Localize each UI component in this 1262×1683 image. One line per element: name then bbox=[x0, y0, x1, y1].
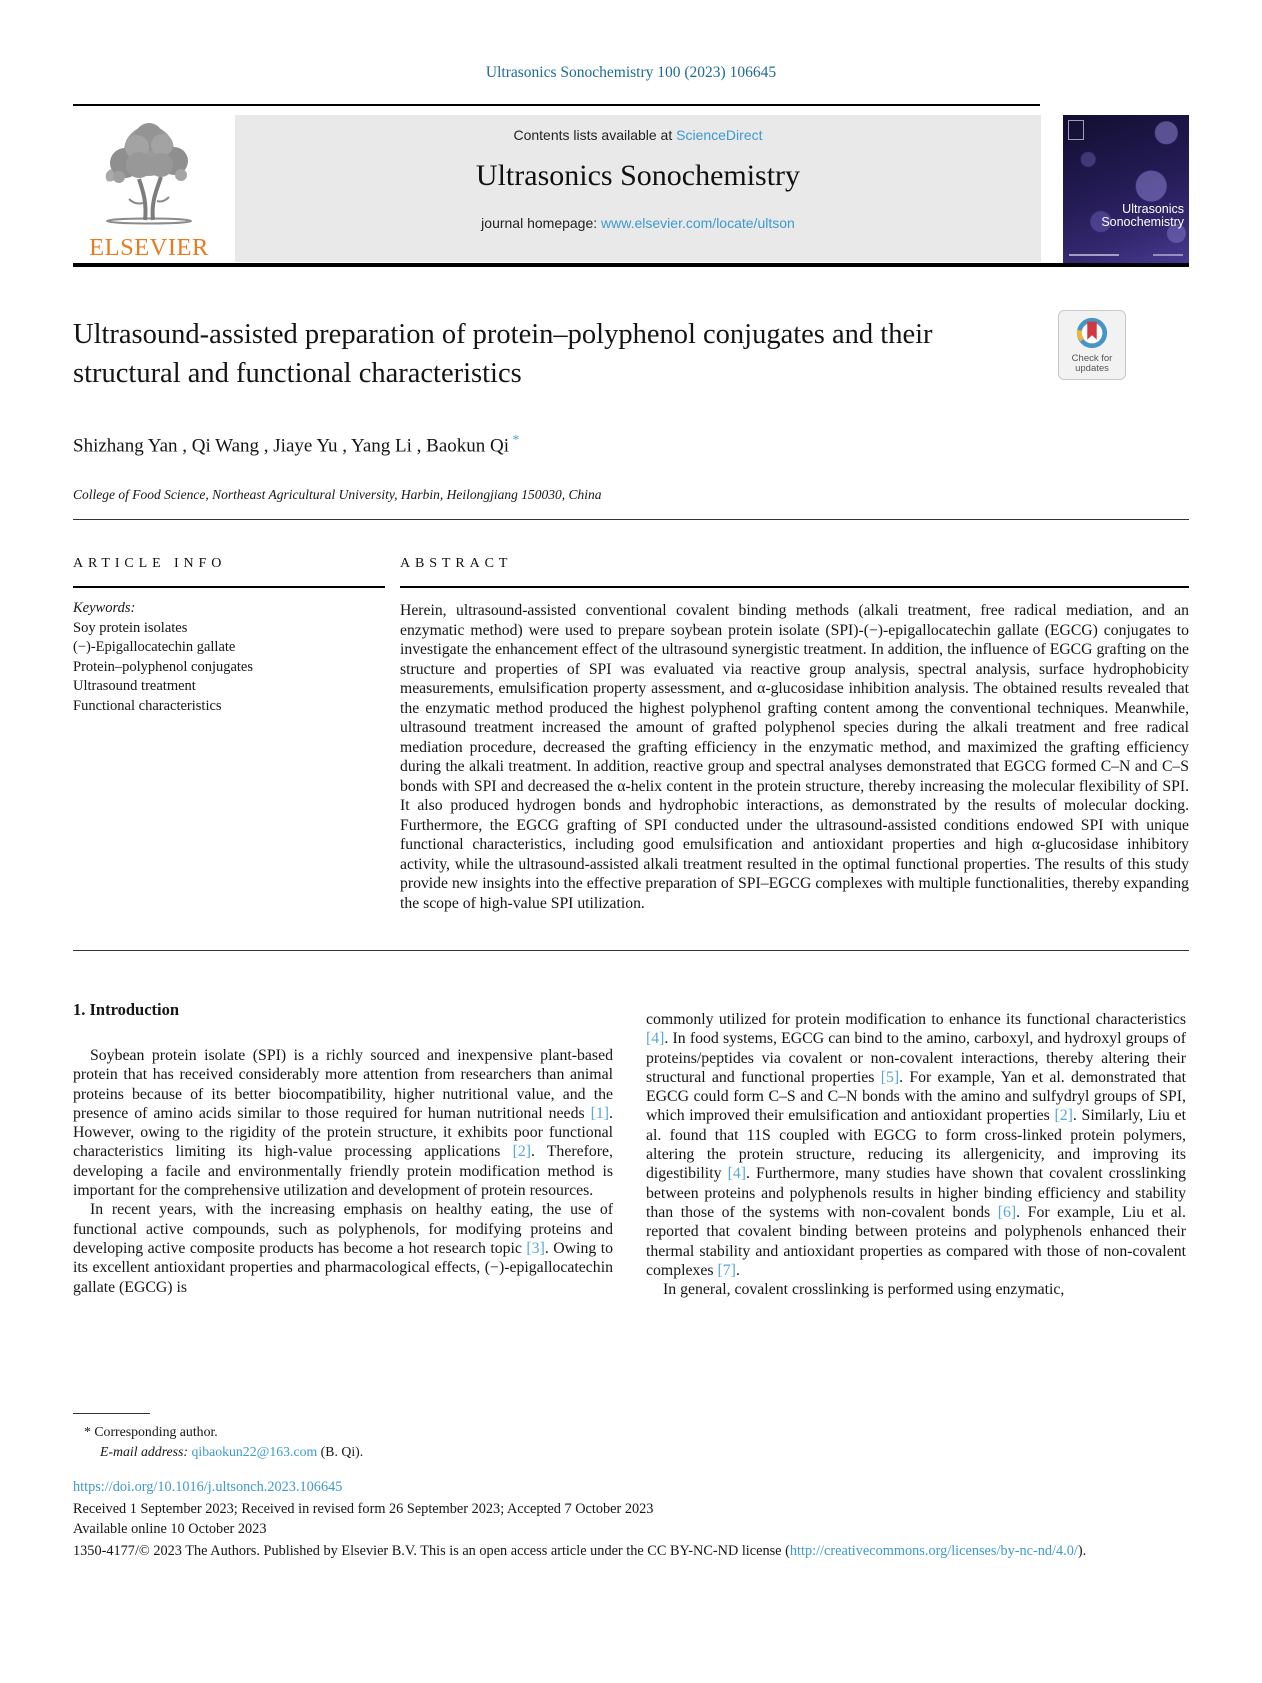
text-segment: . For example, Yan et al. demonstrated that EGCG could form C–S and C–N bonds with the amino and sulfydryl groups of SPI, which improved their emulsification and antioxidant properties bbox=[646, 1068, 1187, 1125]
journal-citation-header: Ultrasonics Sonochemistry 100 (2023) 106645 bbox=[485, 64, 777, 81]
copyright-suffix: ). bbox=[1077, 1543, 1087, 1559]
text-segment: . For example, Liu et al. reported that covalent binding between proteins and polyphenols enhanced their thermal stability and antioxidant properties as compared with those of non-covalent complexes bbox=[646, 1203, 1186, 1279]
text-segment: . bbox=[735, 1261, 740, 1279]
text-segment: commonly utilized for protein modification to enhance its functional characteristics bbox=[646, 1011, 1186, 1028]
email-suffix: (B. Qi). bbox=[317, 1444, 364, 1459]
elsevier-logo bbox=[75, 117, 223, 263]
text-segment: In general, covalent crosslinking is performed using enzymatic, bbox=[663, 1281, 1065, 1299]
keyword-item: Functional characteristics bbox=[73, 697, 222, 714]
journal-masthead bbox=[235, 115, 1041, 262]
homepage-prefix: journal homepage: bbox=[481, 215, 602, 231]
contents-line bbox=[235, 127, 1041, 143]
text-segment: Jiaye Yu bbox=[273, 435, 338, 457]
header-rule bbox=[73, 104, 1040, 106]
text-segment: , bbox=[177, 435, 192, 457]
text-segment: Soybean protein isolate (SPI) is a richly sourced and inexpensive plant-based protein that has received considerably more attention from researchers than animal proteins because of its better biocompatibility, higher nutritional value, and the presence of amino acids similar to those required for human nutritional needs bbox=[73, 1047, 613, 1122]
abstract-text: Herein, ultrasound-assisted conventional covalent binding methods (alkali treatment, free radical mediation, and an enzymatic method) were used to prepare soybean protein isolate (SPI)-(−)-epigallocatechin gallate (EGCG) conjugates to investigate the enhancement effect of the ultrasound synergistic treatment. In addition, the influence of EGCG grafting on the structure and properties of SPI was evaluated via reactive group analysis, spectral analysis, surface hydrophobicity measurements, emulsification property assessment, and α-glucosidase inhibition analysis. The obtained results revealed that the enzymatic method produced the highest polyphenol grafting content among the conventional techniques. Meanwhile, ultrasound treatment increased the amount of grafted polyphenol species during the alkali treatment and free radical mediation procedure, decreased the grafting efficiency in the enzymatic method, and maximized the grafting efficiency during the alkali treatment. In addition, reactive group and spectral analyses demonstrated that EGCG formed C–N and C–S bonds with SPI and decreased the α-helix content in the protein structure, thereby increasing the molecular flexibility of SPI. It also produced hydrogen bonds and hydrophobic interactions, as demonstrated by the results of molecular docking. Furthermore, the EGCG grafting of SPI conducted under the ultrasound-assisted conditions endowed SPI with unique functional characteristics, including good emulsification and antioxidant properties and high α-glucosidase inhibitory activity, while the ultrasound-assisted alkali treatment resulted in the optimal functional properties. The results of this study provide new insights into the effective preparation of SPI–EGCG complexes with multiple functionalities, thereby expanding the scope of high-value SPI utilization. bbox=[400, 602, 1189, 912]
reference-citation-link[interactable]: [4] bbox=[727, 1165, 746, 1183]
reference-citation-link[interactable]: [4] bbox=[646, 1030, 665, 1048]
check-badge-label-line1: Check for bbox=[1071, 352, 1113, 364]
copyright-line bbox=[73, 1541, 1189, 1562]
reference-citation-link[interactable]: [7] bbox=[717, 1261, 736, 1279]
cover-title-line2: Sonochemistry bbox=[1101, 215, 1184, 229]
email-footnote bbox=[100, 1444, 363, 1460]
text-segment: Shizhang Yan bbox=[73, 435, 178, 457]
text-segment: Baokun Qi bbox=[426, 435, 510, 457]
journal-homepage-link[interactable]: www.elsevier.com/locate/ultson bbox=[601, 215, 795, 231]
text-segment: , bbox=[337, 435, 352, 457]
text-segment: . Similarly, Liu et al. found that 11S coupled with EGCG to form cross-linked protein polymers, altering the protein structure, reducing its allergenicity, and improving its digestibility bbox=[646, 1107, 1186, 1183]
received-dates: Received 1 September 2023; Received in revised form 26 September 2023; Accepted 7 October 2023 bbox=[73, 1501, 654, 1517]
keyword-item: (−)-Epigallocatechin gallate bbox=[73, 639, 236, 655]
text-segment: , bbox=[411, 435, 427, 457]
footnote-marker: * bbox=[84, 1424, 91, 1439]
journal-cover-thumbnail[interactable] bbox=[1063, 115, 1189, 263]
doi-link[interactable]: https://doi.org/10.1016/j.ultsonch.2023.106645 bbox=[73, 1479, 343, 1495]
reference-citation-link[interactable]: [2] bbox=[512, 1143, 531, 1161]
abstract-bottom-rule bbox=[73, 950, 1189, 951]
text-segment: Qi Wang bbox=[191, 435, 260, 457]
license-link[interactable]: http://creativecommons.org/licenses/by-nc-nd/4.0/ bbox=[789, 1543, 1078, 1559]
email-link[interactable]: qibaokun22@163.com bbox=[188, 1444, 318, 1459]
copyright-text: 1350-4177/© 2023 The Authors. Published by Elsevier B.V. This is an open access article under the CC BY-NC-ND license ( bbox=[73, 1543, 790, 1559]
keywords-block bbox=[73, 599, 373, 716]
keyword-item: Protein–polyphenol conjugates bbox=[73, 658, 254, 675]
author-list bbox=[73, 432, 973, 457]
body-column-left bbox=[73, 1046, 613, 1297]
journal-title: Ultrasonics Sonochemistry bbox=[475, 159, 801, 192]
body-paragraph bbox=[646, 1010, 1186, 1280]
check-for-updates-badge[interactable] bbox=[1058, 310, 1126, 380]
text-segment: In recent years, with the increasing emphasis on healthy eating, the use of functional active compounds, such as polyphenols, for modifying proteins and developing active composite products has become a hot research topic bbox=[73, 1201, 613, 1257]
title-block-rule bbox=[73, 519, 1189, 520]
corresponding-author-footnote bbox=[84, 1424, 218, 1440]
elsevier-tree-icon bbox=[89, 117, 209, 229]
available-online: Available online 10 October 2023 bbox=[73, 1521, 267, 1537]
cover-decor-line2 bbox=[1153, 254, 1183, 256]
affiliation: College of Food Science, Northeast Agricultural University, Harbin, Heilongjiang 150030, China bbox=[73, 487, 602, 502]
cover-decor-line bbox=[1069, 254, 1119, 256]
text-segment: * bbox=[509, 432, 520, 447]
body-column-right bbox=[646, 1010, 1186, 1299]
text-segment: . Owing to its excellent antioxidant properties and pharmacological effects, (−)-epigallocatechin gallate (EGCG) is bbox=[73, 1239, 613, 1296]
cover-title bbox=[1101, 203, 1184, 229]
email-label: E-mail address: bbox=[100, 1444, 189, 1459]
sciencedirect-link[interactable]: ScienceDirect bbox=[676, 127, 763, 143]
footnote-text: Corresponding author. bbox=[90, 1424, 218, 1439]
text-segment: , bbox=[259, 435, 274, 457]
body-paragraph bbox=[73, 1046, 613, 1200]
cover-publisher-mark-icon bbox=[1068, 120, 1084, 140]
reference-citation-link[interactable]: [1] bbox=[590, 1104, 610, 1122]
reference-citation-link[interactable]: [6] bbox=[997, 1203, 1017, 1221]
text-segment: . However, owing to the rigidity of the protein structure, it exhibits poor functional characteristics limiting its high-value processing applications bbox=[73, 1104, 613, 1161]
check-badge-label-line2: updates bbox=[1075, 363, 1109, 374]
article-info-rule bbox=[73, 586, 385, 588]
reference-citation-link[interactable]: [2] bbox=[1054, 1107, 1073, 1125]
text-segment: . Therefore, developing a facile and environmentally friendly protein modification method is important for the comprehensive utilization and development of protein resources. bbox=[73, 1143, 613, 1200]
keyword-item: Soy protein isolates bbox=[73, 619, 188, 636]
text-segment: . In food systems, EGCG can bind to the amino, carboxyl, and hydroxyl groups of proteins/peptides via covalent or non-covalent interactions, thereby altering their structural and functional properties bbox=[646, 1030, 1186, 1086]
contents-prefix: Contents lists available at bbox=[513, 127, 677, 143]
footnote-rule bbox=[73, 1413, 150, 1414]
homepage-line bbox=[235, 215, 1041, 231]
reference-citation-link[interactable]: [3] bbox=[526, 1239, 545, 1257]
text-segment: Yang Li bbox=[351, 435, 412, 457]
article-info-heading: ARTICLE INFO bbox=[73, 556, 227, 571]
reference-citation-link[interactable]: [5] bbox=[880, 1068, 900, 1086]
keyword-item: Ultrasound treatment bbox=[73, 678, 196, 694]
cover-title-line1: Ultrasonics bbox=[1122, 202, 1184, 216]
elsevier-wordmark: ELSEVIER bbox=[89, 234, 209, 261]
abstract-rule bbox=[400, 586, 1189, 588]
body-paragraph bbox=[73, 1200, 613, 1296]
section-heading-introduction: 1. Introduction bbox=[73, 1000, 180, 1019]
body-paragraph bbox=[646, 1280, 1186, 1299]
text-segment: . Furthermore, many studies have shown that covalent crosslinking between proteins and polyphenols results in higher binding efficiency and stability than those of the systems with non-covalent bonds bbox=[646, 1165, 1186, 1221]
masthead-bottom-rule bbox=[73, 263, 1189, 267]
abstract-heading: ABSTRACT bbox=[400, 556, 513, 571]
crossmark-icon bbox=[1075, 316, 1109, 350]
article-title: Ultrasound-assisted preparation of protein–polyphenol conjugates and their structural and functional characteristics bbox=[73, 319, 933, 389]
keywords-label: Keywords: bbox=[73, 600, 136, 616]
